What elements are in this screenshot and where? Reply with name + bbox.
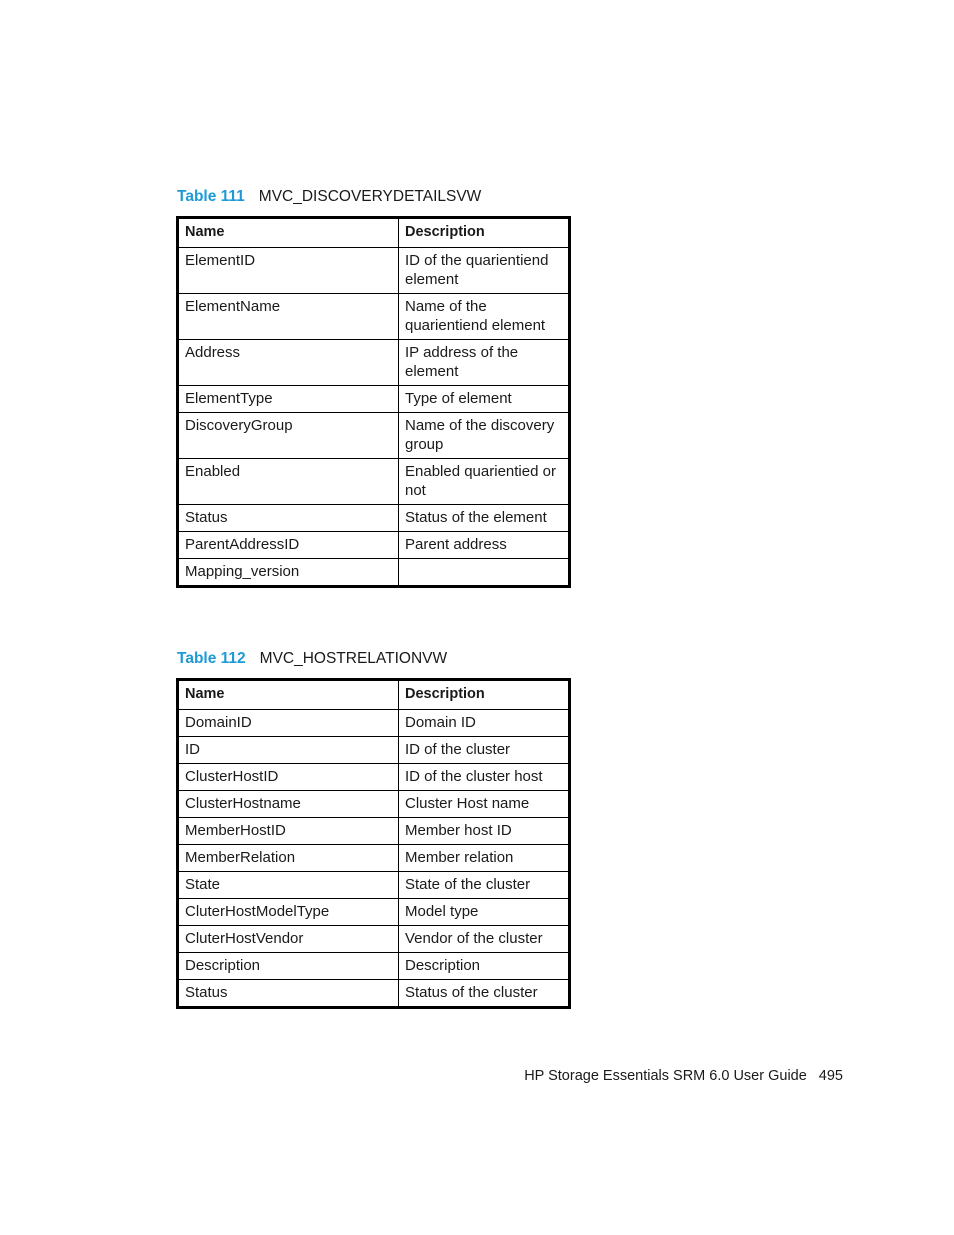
cell-name: ID [178, 737, 399, 764]
table-row [178, 294, 570, 340]
cell-description: Status of the cluster [399, 980, 570, 1008]
cell-name: ClusterHostname [178, 791, 399, 818]
table-row [178, 764, 570, 791]
cell-description: Type of element [399, 386, 570, 413]
cell-description: Cluster Host name [399, 791, 570, 818]
table-row [178, 791, 570, 818]
column-header-name: Name [178, 218, 399, 248]
cell-name: DiscoveryGroup [178, 413, 399, 459]
cell-name: ElementID [178, 248, 399, 294]
table-row [178, 872, 570, 899]
cell-name: DomainID [178, 710, 399, 737]
table-number: Table 111 [177, 188, 245, 205]
page-number: 495 [818, 1068, 843, 1084]
column-header-name: Name [178, 680, 399, 710]
table-row [178, 386, 570, 413]
cell-description: State of the cluster [399, 872, 570, 899]
table-row [178, 818, 570, 845]
cell-description: ID of the cluster [399, 737, 570, 764]
table-title: MVC_HOSTRELATIONVW [259, 650, 448, 667]
cell-name: State [178, 872, 399, 899]
cell-name: Status [178, 505, 399, 532]
cell-name: CluterHostVendor [178, 926, 399, 953]
table-row [178, 248, 570, 294]
table-mvc-hostrelationvw [176, 678, 571, 1009]
cell-description: Model type [399, 899, 570, 926]
cell-description: Domain ID [399, 710, 570, 737]
cell-name: Mapping_version [178, 559, 399, 587]
table-row [178, 340, 570, 386]
cell-name: Status [178, 980, 399, 1008]
cell-name: ElementType [178, 386, 399, 413]
page-footer [524, 1066, 843, 1086]
column-header-description: Description [399, 680, 570, 710]
cell-description [399, 559, 570, 587]
cell-description: Vendor of the cluster [399, 926, 570, 953]
table-row [178, 505, 570, 532]
table-caption-112 [177, 649, 447, 669]
table-row [178, 953, 570, 980]
table-row [178, 559, 570, 587]
table-mvc-discoverydetailsvw [176, 216, 571, 588]
cell-name: Enabled [178, 459, 399, 505]
table-number: Table 112 [177, 650, 246, 667]
cell-name: ClusterHostID [178, 764, 399, 791]
table-row [178, 845, 570, 872]
cell-name: CluterHostModelType [178, 899, 399, 926]
cell-name: ElementName [178, 294, 399, 340]
cell-name: ParentAddressID [178, 532, 399, 559]
cell-description: Name of the discovery group [399, 413, 570, 459]
column-header-description: Description [399, 218, 570, 248]
cell-description: IP address of the element [399, 340, 570, 386]
table-header-row [178, 680, 570, 710]
cell-name: Description [178, 953, 399, 980]
cell-name: MemberHostID [178, 818, 399, 845]
table-row [178, 926, 570, 953]
cell-description: Description [399, 953, 570, 980]
cell-name: MemberRelation [178, 845, 399, 872]
table-row [178, 413, 570, 459]
cell-description: ID of the cluster host [399, 764, 570, 791]
cell-description: Parent address [399, 532, 570, 559]
cell-description: Member relation [399, 845, 570, 872]
table-row [178, 459, 570, 505]
cell-name: Address [178, 340, 399, 386]
table-row [178, 710, 570, 737]
table-title: MVC_DISCOVERYDETAILSVW [258, 188, 482, 205]
table-row [178, 532, 570, 559]
table-row [178, 980, 570, 1008]
cell-description: Status of the element [399, 505, 570, 532]
cell-description: Name of the quarientiend element [399, 294, 570, 340]
guide-title: HP Storage Essentials SRM 6.0 User Guide [524, 1068, 807, 1084]
table-row [178, 899, 570, 926]
table-caption-111 [177, 187, 481, 207]
cell-description: Enabled quarientied or not [399, 459, 570, 505]
table-row [178, 737, 570, 764]
table-header-row [178, 218, 570, 248]
cell-description: ID of the quarientiend element [399, 248, 570, 294]
cell-description: Member host ID [399, 818, 570, 845]
